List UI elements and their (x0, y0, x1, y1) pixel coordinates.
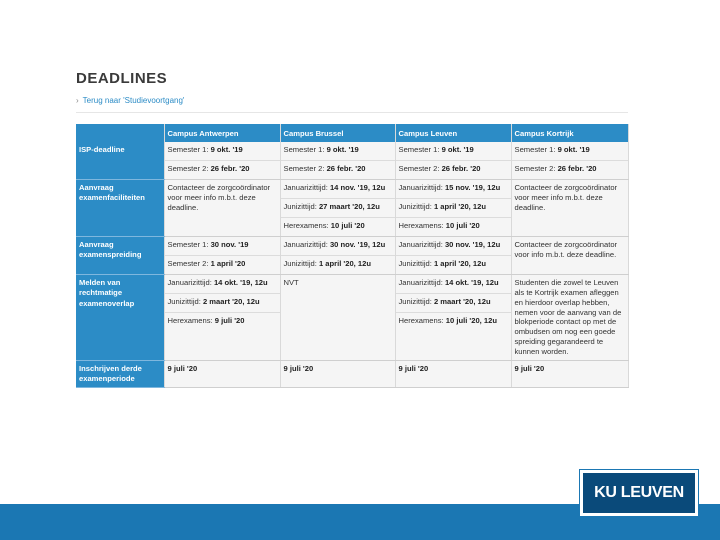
cell-line (396, 255, 511, 274)
cell-line (165, 275, 280, 293)
column-header: Campus Brussel (280, 124, 395, 142)
ku-leuven-logo (580, 470, 698, 516)
cell-line (396, 217, 511, 236)
table-cell (280, 275, 395, 361)
table-cell (164, 142, 280, 180)
cell-date: 10 juli '20, 12u (445, 316, 497, 325)
table-cell (395, 360, 511, 388)
cell-line (281, 217, 395, 236)
cell-date: 9 juli '20 (167, 363, 198, 373)
cell-date: 14 nov. '19, 12u (329, 183, 386, 192)
table-cell (164, 180, 280, 237)
cell-label: Januarizittijd: (283, 240, 330, 249)
row-header: Inschrijven derde examenperiode (76, 360, 164, 388)
cell-date: 26 febr. '20 (326, 164, 366, 173)
cell-line (512, 275, 628, 360)
deadlines-table (76, 124, 629, 388)
cell-date: 30 nov. '19 (210, 240, 249, 249)
table-row (76, 237, 628, 275)
row-header: Melden van rechtmatige examenoverlap (76, 275, 164, 361)
cell-date: 30 nov. '19, 12u (444, 240, 501, 249)
cell-line (281, 160, 395, 179)
table-header-row (76, 124, 628, 142)
cell-label: Junizittijd: (283, 259, 319, 268)
cell-line (396, 198, 511, 217)
back-link-label[interactable]: Terug naar 'Studievoortgang' (82, 96, 185, 105)
column-header-empty (76, 124, 164, 142)
cell-label: Junizittijd: (398, 259, 434, 268)
table-cell (164, 237, 280, 275)
cell-date: 9 okt. '19 (326, 145, 359, 154)
table-row (76, 142, 628, 180)
cell-line (165, 293, 280, 312)
cell-label: NVT (283, 278, 299, 287)
cell-date: 26 febr. '20 (441, 164, 481, 173)
column-header: Campus Leuven (395, 124, 511, 142)
cell-line (396, 142, 511, 160)
cell-line (281, 275, 395, 293)
cell-label: Semester 1: (398, 145, 442, 154)
cell-label: Januarizittijd: (398, 183, 445, 192)
table-cell (395, 180, 511, 237)
cell-line (396, 160, 511, 179)
cell-label: Herexamens: (398, 316, 446, 325)
cell-label: Semester 2: (514, 164, 558, 173)
table-cell (511, 237, 628, 275)
cell-label: Semester 2: (167, 164, 211, 173)
cell-date: 1 april '20, 12u (318, 259, 371, 268)
cell-line (281, 198, 395, 217)
cell-line (165, 237, 280, 255)
cell-label: Semester 2: (167, 259, 211, 268)
cell-date: 2 maart '20, 12u (433, 297, 491, 306)
cell-date: 9 okt. '19 (210, 145, 243, 154)
cell-label: Contacteer de zorgcoördinator voor meer info m.b.t. deze deadline. (514, 183, 618, 212)
table-row (76, 360, 628, 388)
cell-label: Semester 1: (283, 145, 327, 154)
table-cell (395, 142, 511, 180)
cell-label: Januarizittijd: (167, 278, 214, 287)
cell-label: Januarizittijd: (283, 183, 330, 192)
cell-label: Semester 2: (398, 164, 442, 173)
cell-line (281, 255, 395, 274)
cell-line (281, 361, 395, 379)
cell-date: 30 nov. '19, 12u (329, 240, 386, 249)
chevron-right-icon: › (76, 96, 79, 105)
column-header: Campus Kortrijk (511, 124, 628, 142)
cell-label: Semester 1: (514, 145, 558, 154)
cell-line (281, 142, 395, 160)
cell-line (165, 142, 280, 160)
cell-line (512, 180, 628, 216)
cell-line (281, 180, 395, 198)
cell-label: Herexamens: (398, 221, 446, 230)
cell-line (396, 361, 511, 379)
cell-date: 10 juli '20 (445, 221, 480, 230)
cell-line (396, 180, 511, 198)
cell-label: Contacteer de zorgcoördinator voor info m.b.t. deze deadline. (514, 240, 618, 259)
cell-label: Junizittijd: (283, 202, 319, 211)
cell-label: Semester 1: (167, 240, 211, 249)
cell-line (165, 160, 280, 179)
table-cell (511, 275, 628, 361)
cell-label: Studenten die zowel te Leuven als te Kortrijk examen afleggen en hierdoor overlap hebben, nemen voor de aanvang van de blokperiode contact op met de ombudsen om nog een goede spreiding gegarandeerd te kunnen worden. (514, 278, 622, 357)
cell-line (396, 293, 511, 312)
logo-text: KU LEUVEN (594, 484, 684, 501)
cell-date: 14 okt. '19, 12u (444, 278, 499, 287)
cell-date: 1 april '20, 12u (433, 259, 486, 268)
cell-line (165, 255, 280, 274)
cell-line (396, 312, 511, 331)
row-header: Aanvraag examenspreiding (76, 237, 164, 275)
row-header: ISP-deadline (76, 142, 164, 180)
cell-date: 9 okt. '19 (557, 145, 590, 154)
page-title: DEADLINES (76, 70, 168, 87)
cell-line (512, 237, 628, 263)
cell-date: 9 juli '20 (514, 363, 545, 373)
cell-date: 14 okt. '19, 12u (213, 278, 268, 287)
table-row (76, 180, 628, 237)
cell-date: 1 april '20 (210, 259, 246, 268)
cell-date: 26 febr. '20 (557, 164, 597, 173)
cell-line (396, 237, 511, 255)
cell-line (165, 312, 280, 331)
table-cell (511, 142, 628, 180)
cell-date: 15 nov. '19, 12u (444, 183, 501, 192)
cell-date: 2 maart '20, 12u (202, 297, 260, 306)
row-header: Aanvraag examenfaciliteiten (76, 180, 164, 237)
cell-date: 9 juli '20 (214, 316, 245, 325)
cell-label: Herexamens: (283, 221, 331, 230)
cell-date: 9 juli '20 (283, 363, 314, 373)
cell-date: 26 febr. '20 (210, 164, 250, 173)
table-cell (164, 275, 280, 361)
cell-label: Junizittijd: (167, 297, 203, 306)
cell-date: 9 okt. '19 (441, 145, 474, 154)
table-cell (511, 180, 628, 237)
table-cell (395, 237, 511, 275)
table-row (76, 275, 628, 361)
cell-line (165, 361, 280, 379)
cell-label: Junizittijd: (398, 297, 434, 306)
table-cell (280, 237, 395, 275)
cell-line (165, 180, 280, 216)
cell-line (512, 160, 628, 179)
table-cell (280, 180, 395, 237)
cell-label: Januarizittijd: (398, 278, 445, 287)
cell-label: Contacteer de zorgcoördinator voor meer info m.b.t. deze deadline. (167, 183, 271, 212)
cell-date: 9 juli '20 (398, 363, 429, 373)
cell-label: Semester 1: (167, 145, 211, 154)
cell-label: Semester 2: (283, 164, 327, 173)
cell-date: 27 maart '20, 12u (318, 202, 380, 211)
cell-line (281, 237, 395, 255)
table-cell (280, 360, 395, 388)
cell-label: Herexamens: (167, 316, 215, 325)
cell-label: Januarizittijd: (398, 240, 445, 249)
cell-line (512, 142, 628, 160)
cell-date: 1 april '20, 12u (433, 202, 486, 211)
table-cell (164, 360, 280, 388)
cell-line (396, 275, 511, 293)
table-cell (511, 360, 628, 388)
table-cell (280, 142, 395, 180)
cell-date: 10 juli '20 (330, 221, 365, 230)
table-cell (395, 275, 511, 361)
title-divider (76, 112, 628, 113)
cell-line (512, 361, 628, 379)
back-link[interactable] (76, 96, 184, 105)
cell-label: Junizittijd: (398, 202, 434, 211)
column-header: Campus Antwerpen (164, 124, 280, 142)
